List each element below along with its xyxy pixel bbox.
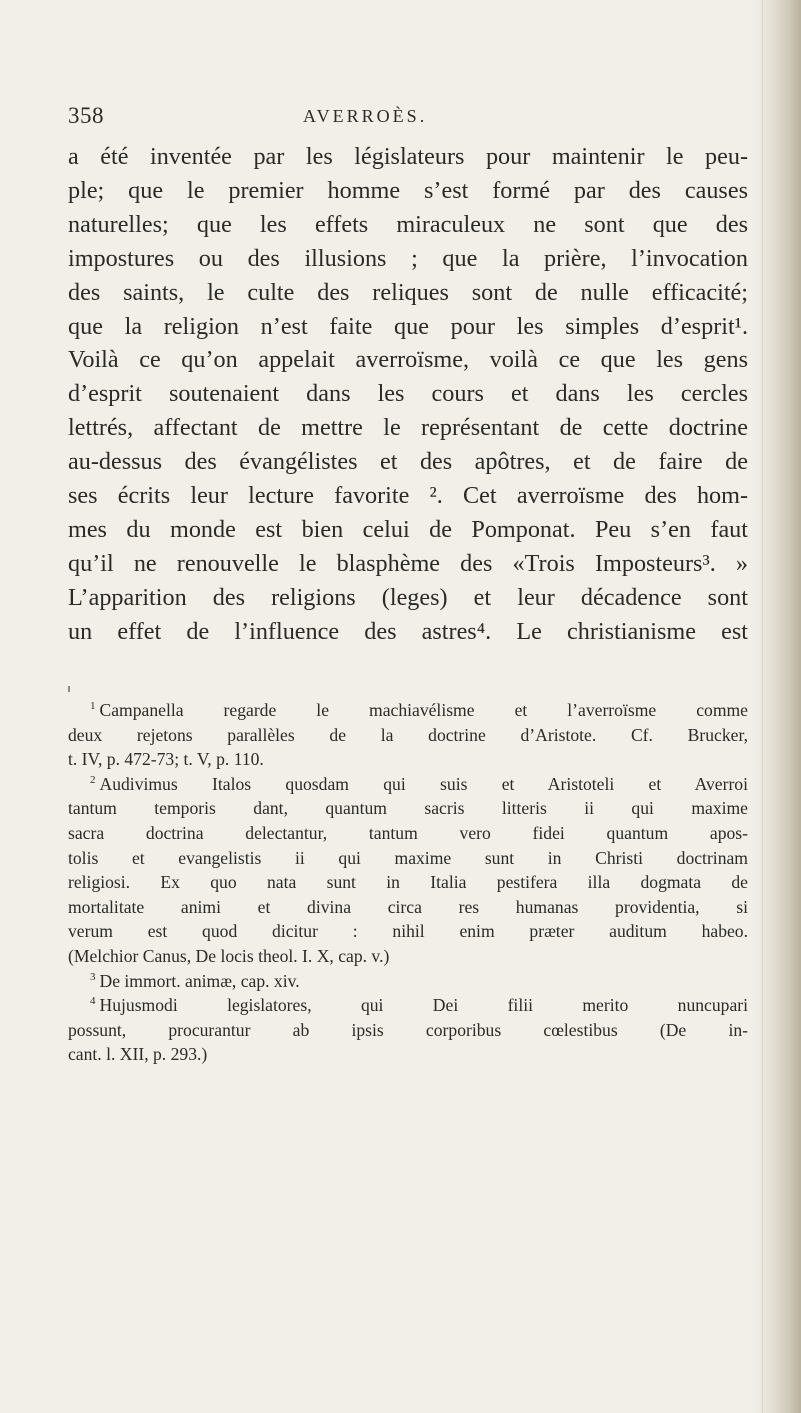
footnote-line: [68, 772, 748, 797]
page-header: [68, 103, 748, 133]
body-line: L’apparition des religions (leges) et leur décadence sont: [68, 583, 748, 611]
footnote-3: [68, 969, 748, 994]
body-line: des saints, le culte des reliques sont de nulle efficacité;: [68, 278, 748, 306]
body-line: a été inventée par les législateurs pour maintenir le peu-: [68, 143, 748, 170]
body-text: [68, 140, 748, 649]
footnote-line: tantum temporis dant, quantum sacris litteris ii qui maxime: [68, 798, 748, 819]
footnote-line: deux rejetons parallèles de la doctrine d’Aristote. Cf. Brucker,: [68, 724, 748, 745]
footnote-line: t. IV, p. 472-73; t. V, p. 110.: [68, 749, 264, 770]
body-line: ple; que le premier homme s’est formé par des causes: [68, 176, 748, 204]
footnote-number: 1: [90, 700, 96, 713]
footnote-text: Campanella regarde le machiavélisme et l’averroïsme comme: [99, 700, 748, 720]
footnote-line: cant. l. XII, p. 293.): [68, 1044, 208, 1065]
footnote-line: sacra doctrina delectantur, tantum vero fidei quantum apos-: [68, 822, 748, 843]
footnote-line: (Melchior Canus, De locis theol. I. X, cap. v.): [68, 945, 390, 966]
footnote-1: [68, 698, 748, 772]
footnote-number: 2: [90, 773, 96, 786]
footnotes: [68, 698, 748, 1067]
body-line: impostures ou des illusions ; que la prière, l’invocation: [68, 244, 748, 272]
body-line: naturelles; que les effets miraculeux ne sont que des: [68, 210, 748, 238]
page-number: 358: [68, 103, 104, 128]
page-edge-shadow: [753, 0, 801, 1413]
running-head: AVERROÈS.: [303, 106, 428, 126]
body-line: que la religion n’est faite que pour les simples d’esprit¹.: [68, 312, 748, 340]
body-line: qu’il ne renouvelle le blasphème des «Trois Imposteurs³. »: [68, 549, 748, 577]
footnote-line: [68, 698, 748, 723]
footnote-text: Hujusmodi legislatores, qui Dei filii merito nuncupari: [99, 995, 748, 1016]
footnote-4: [68, 993, 748, 1067]
footnote-line: [68, 969, 748, 994]
body-line: un effet de l’influence des astres⁴. Le christianisme est: [68, 617, 748, 645]
footnote-line: possunt, procurantur ab ipsis corporibus cœlestibus (De in-: [68, 1019, 748, 1040]
footnote-line: verum est quod dicitur : nihil enim præter auditum habeo.: [68, 921, 748, 942]
body-line: d’esprit soutenaient dans les cours et dans les cercles: [68, 380, 748, 408]
footnote-line: [68, 993, 748, 1018]
body-line: Voilà ce qu’on appelait averroïsme, voilà ce que les gens: [68, 346, 748, 374]
footnote-number: 4: [90, 995, 96, 1008]
footnote-line: mortalitate animi et divina circa res humanas providentia, si: [68, 896, 748, 917]
body-line: lettrés, affectant de mettre le représentant de cette doctrine: [68, 414, 748, 442]
body-line: au-dessus des évangélistes et des apôtres, et de faire de: [68, 448, 748, 476]
body-line: ses écrits leur lecture favorite ². Cet averroïsme des hom-: [68, 482, 748, 510]
footnote-line: tolis et evangelistis ii qui maxime sunt in Christi doctrinam: [68, 847, 748, 868]
footnote-number: 3: [90, 970, 96, 983]
footnote-line: religiosi. Ex quo nata sunt in Italia pestifera illa dogmata de: [68, 872, 748, 893]
page-edge-line: [762, 0, 763, 1413]
footnote-text: De immort. animæ, cap. xiv.: [99, 970, 300, 991]
footnote-separator: [68, 686, 70, 692]
footnote-2: [68, 772, 748, 969]
body-line: mes du monde est bien celui de Pomponat. Peu s’en faut: [68, 515, 748, 543]
footnote-text: Audivimus Italos quosdam qui suis et Aristoteli et Averroi: [99, 773, 748, 794]
